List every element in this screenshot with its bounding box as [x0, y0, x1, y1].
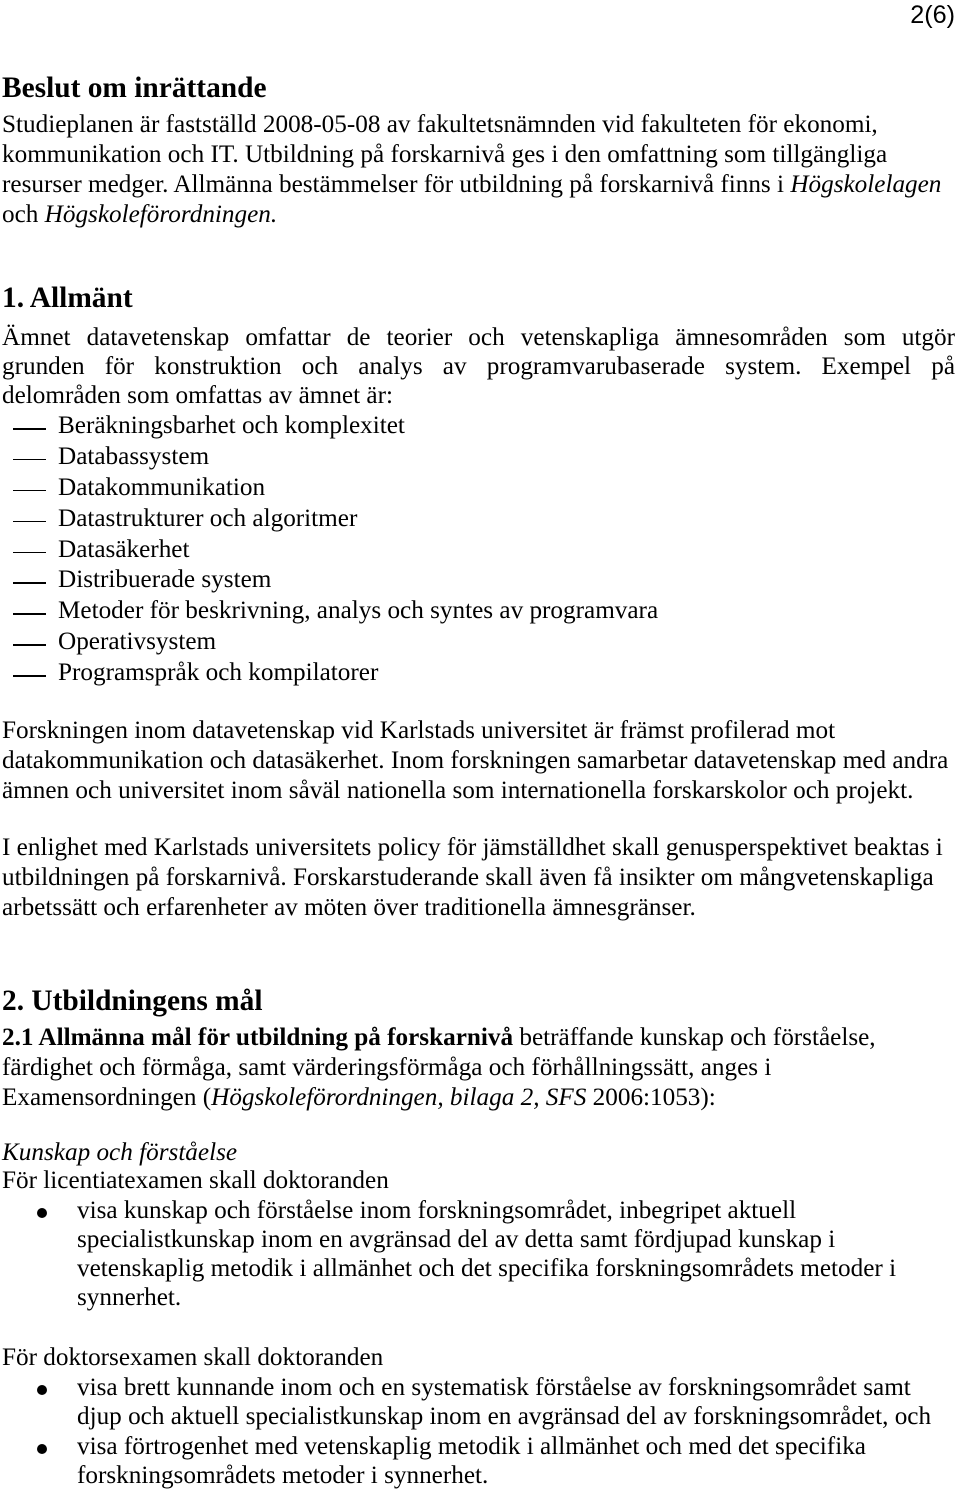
goal-line: forskningsområdets metoder i synnerhet.: [77, 1461, 489, 1489]
paragraph-line: Forskningen inom datavetenskap vid Karlstads universitet är främst profilerad mot: [2, 717, 836, 744]
knowledge-subheading: Kunskap och förståelse: [2, 1139, 238, 1166]
research-paragraph: [2, 716, 948, 806]
paragraph-text: 2006:1053):: [586, 1084, 716, 1111]
paragraph-text: resurser medger. Allmänna bestämmelser för utbildning på forskarnivå finns i: [2, 171, 791, 198]
bullet-marker: [37, 1208, 47, 1218]
goal-line: vetenskaplig metodik i allmänhet och det specifika forskningsområdets metoder i: [77, 1255, 897, 1282]
dash-marker: [13, 428, 46, 430]
goal-line: visa brett kunnande inom och en systematisk förståelse av forskningsområdet samt: [77, 1374, 911, 1401]
subject-description-paragraph: [2, 323, 955, 410]
goal-line: specialistkunskap inom en avgränsad del av detta samt fördjupad kunskap i: [77, 1226, 836, 1253]
paragraph-text: och: [2, 201, 45, 228]
bullet-marker: [37, 1444, 47, 1454]
doctorate-goal-list: [0, 1373, 940, 1490]
licentiate-goal-list: [0, 1196, 940, 1312]
ordinance-reference-italic: Högskoleförordningen.: [44, 201, 278, 228]
subarea-label: Programspråk och kompilatorer: [58, 659, 379, 686]
licentiate-goal-item: [0, 1196, 940, 1312]
paragraph-line: [2, 170, 941, 200]
subarea-item: [0, 658, 720, 689]
subarea-item: [0, 627, 720, 658]
goal-line: djup och aktuell specialistkunskap inom en avgränsad del av forskningsområdet, och: [77, 1403, 932, 1431]
paragraph-line: Studieplanen är fastställd 2008-05-08 av fakultetsnämnden vid fakulteten för ekonomi,: [2, 111, 878, 138]
paragraph-text: Examensordningen (: [2, 1084, 212, 1111]
paragraph-line: [2, 1083, 876, 1113]
dash-marker: [13, 521, 46, 523]
doctorate-intro: För doktorsexamen skall doktoranden: [2, 1344, 384, 1371]
subarea-label: Operativsystem: [58, 628, 217, 656]
dash-marker: [13, 644, 46, 646]
goal-line: visa förtrogenhet med vetenskaplig metodik i allmänhet och med det specifika: [77, 1432, 866, 1460]
law-reference-italic: Högskolelagen: [790, 171, 942, 198]
dash-marker: [13, 582, 46, 584]
subarea-label: Distribuerade system: [58, 566, 272, 594]
paragraph-line: delområden som omfattas av ämnet är:: [2, 382, 393, 409]
paragraph-line: I enlighet med Karlstads universitets policy för jämställdhet skall genusperspektivet beaktas i: [2, 834, 943, 861]
subarea-list: [0, 411, 720, 689]
subsection-title-bold: 2.1 Allmänna mål för utbildning på forskarnivå: [2, 1024, 514, 1051]
dash-marker: [13, 613, 46, 615]
section-heading-goals: 2. Utbildningens mål: [2, 985, 263, 1017]
paragraph-line: färdighet och förmåga, samt värderingsförmåga och förhållningssätt, anges i: [2, 1054, 772, 1081]
goal-line: visa kunskap och förståelse inom forskningsområdet, inbegripet aktuell: [77, 1197, 797, 1224]
subarea-item: [0, 411, 720, 442]
decision-paragraph: [2, 110, 941, 230]
subarea-label: Metoder för beskrivning, analys och syntes av programvara: [58, 597, 659, 625]
subarea-item: [0, 535, 720, 566]
goals-intro-paragraph: [2, 1023, 876, 1113]
doctorate-goal-item: [0, 1373, 940, 1432]
equality-paragraph: [2, 833, 943, 923]
paragraph-line: Ämnet datavetenskap omfattar de teorier och vetenskapliga ämnesområden som utgör: [2, 324, 955, 351]
subarea-item: [0, 596, 720, 627]
subarea-label: Beräkningsbarhet och komplexitet: [58, 412, 405, 439]
section-heading-decision: Beslut om inrättande: [2, 72, 267, 104]
subarea-label: Datasäkerhet: [58, 535, 190, 563]
dash-marker: [13, 459, 46, 461]
ordinance-reference-italic: Högskoleförordningen, bilaga 2, SFS: [211, 1084, 587, 1111]
paragraph-line: datakommunikation och datasäkerhet. Inom forskningen samarbetar datavetenskap med andra: [2, 747, 949, 774]
subarea-label: Datakommunikation: [58, 473, 266, 501]
paragraph-line: [2, 1023, 876, 1053]
doctorate-goal-item: [0, 1432, 940, 1491]
bullet-marker: [37, 1385, 47, 1395]
goal-line: synnerhet.: [77, 1284, 182, 1311]
subarea-item: [0, 565, 720, 596]
paragraph-line: arbetssätt och erfarenheter av möten över traditionella ämnesgränser.: [2, 894, 696, 921]
paragraph-text: beträffande kunskap och förståelse,: [513, 1024, 876, 1051]
paragraph-line: utbildningen på forskarnivå. Forskarstuderande skall även få insikter om mångvetenskapliga: [2, 864, 934, 891]
dash-marker: [13, 552, 46, 554]
subarea-label: Datastrukturer och algoritmer: [58, 504, 358, 532]
paragraph-line: kommunikation och IT. Utbildning på forskarnivå ges i den omfattning som tillgängliga: [2, 141, 888, 168]
subarea-item: [0, 442, 720, 473]
dash-marker: [13, 675, 46, 677]
paragraph-line: grunden för konstruktion och analys av programvarubaserade system. Exempel på: [2, 353, 955, 380]
dash-marker: [13, 490, 46, 492]
subarea-label: Databassystem: [58, 442, 210, 470]
subarea-item: [0, 504, 720, 535]
page-number: 2(6): [910, 1, 955, 29]
licentiate-intro: För licentiatexamen skall doktoranden: [2, 1167, 389, 1194]
paragraph-line: ämnen och universitet inom såväl nationella som internationella forskarskolor och projekt.: [2, 777, 914, 804]
subarea-item: [0, 473, 720, 504]
section-heading-general: 1. Allmänt: [2, 282, 133, 314]
paragraph-line: [2, 200, 941, 230]
